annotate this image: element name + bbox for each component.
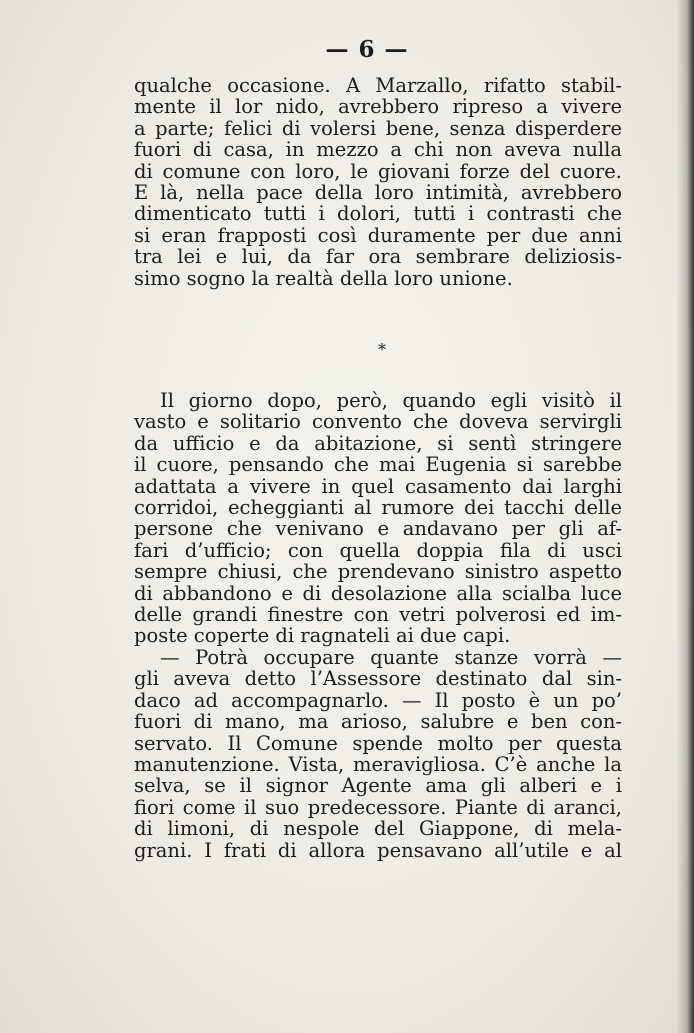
- text-line: fuori di casa, in mezzo a chi non aveva nulla: [134, 138, 622, 162]
- text-line: fuori di mano, ma arioso, salubre e ben con-: [134, 710, 622, 734]
- text-line: adattata a vivere in quel casamento dai larghi: [134, 474, 622, 498]
- text-line: — Potrà occupare quante stanze vorrà —: [160, 645, 622, 669]
- text-line: il cuore, pensando che mai Eugenia si sarebbe: [134, 453, 622, 477]
- text-line: qualche occasione. A Marzallo, rifatto stabil-: [134, 74, 622, 97]
- text-line: selva, se il signor Agente ama gli alberi e i: [134, 774, 622, 798]
- paragraph-2: [134, 390, 622, 861]
- text-line: sempre chiusi, che prendevano sinistro aspetto: [134, 560, 622, 584]
- text-line: fiori come il suo predecessore. Piante di aranci,: [134, 795, 622, 819]
- section-separator: *: [378, 340, 386, 359]
- text-line: mente il lor nido, avrebbero ripreso a vivere: [134, 95, 622, 119]
- text-line: servato. Il Comune spende molto per questa: [134, 731, 622, 755]
- text-line: delle grandi finestre con vetri polverosi ed im-: [134, 603, 622, 627]
- text-line: di abbandono e di desolazione alla scialba luce: [134, 581, 622, 605]
- text-line: simo sogno la realtà della loro unione.: [134, 266, 513, 290]
- text-line: Il giorno dopo, però, quando egli visitò il: [160, 389, 622, 412]
- text-line: da ufficio e da abitazione, si sentì stringere: [134, 431, 622, 455]
- text-line: dimenticato tutti i dolori, tutti i contrasti che: [134, 202, 622, 226]
- text-line: gli aveva detto l’Assessore destinato dal sin-: [134, 667, 622, 691]
- text-line: corridoi, echeggianti al rumore dei tacchi delle: [134, 496, 622, 520]
- text-line: grani. I frati di allora pensavano all’utile e al: [134, 838, 622, 862]
- text-line: persone che venivano e andavano per gli af-: [134, 517, 622, 541]
- text-line: manutenzione. Vista, meravigliosa. C’è anche la: [134, 752, 622, 776]
- page-number: — 6 —: [325, 36, 409, 63]
- text-line: fari d’ufficio; con quella doppia fila di usci: [134, 538, 622, 562]
- text-line: E là, nella pace della loro intimità, avrebbero: [134, 181, 622, 205]
- text-line: a parte; felici di volersi bene, senza disperdere: [134, 116, 622, 140]
- text-line: tra lei e lui, da far ora sembrare deliziosis-: [134, 245, 622, 269]
- paragraph-1: [134, 75, 622, 289]
- text-line: di limoni, di nespole del Giappone, di mela-: [134, 817, 622, 841]
- text-line: vasto e solitario convento che doveva servirgli: [134, 410, 622, 434]
- text-line: si eran frapposti così duramente per due anni: [134, 223, 622, 247]
- page-edge-shadow: [676, 0, 694, 1033]
- text-line: daco ad accompagnarlo. — Il posto è un po’: [134, 688, 622, 712]
- text-line: di comune con loro, le giovani forze del cuore.: [134, 159, 622, 183]
- text-line: poste coperte di ragnateli ai due capi.: [134, 624, 511, 648]
